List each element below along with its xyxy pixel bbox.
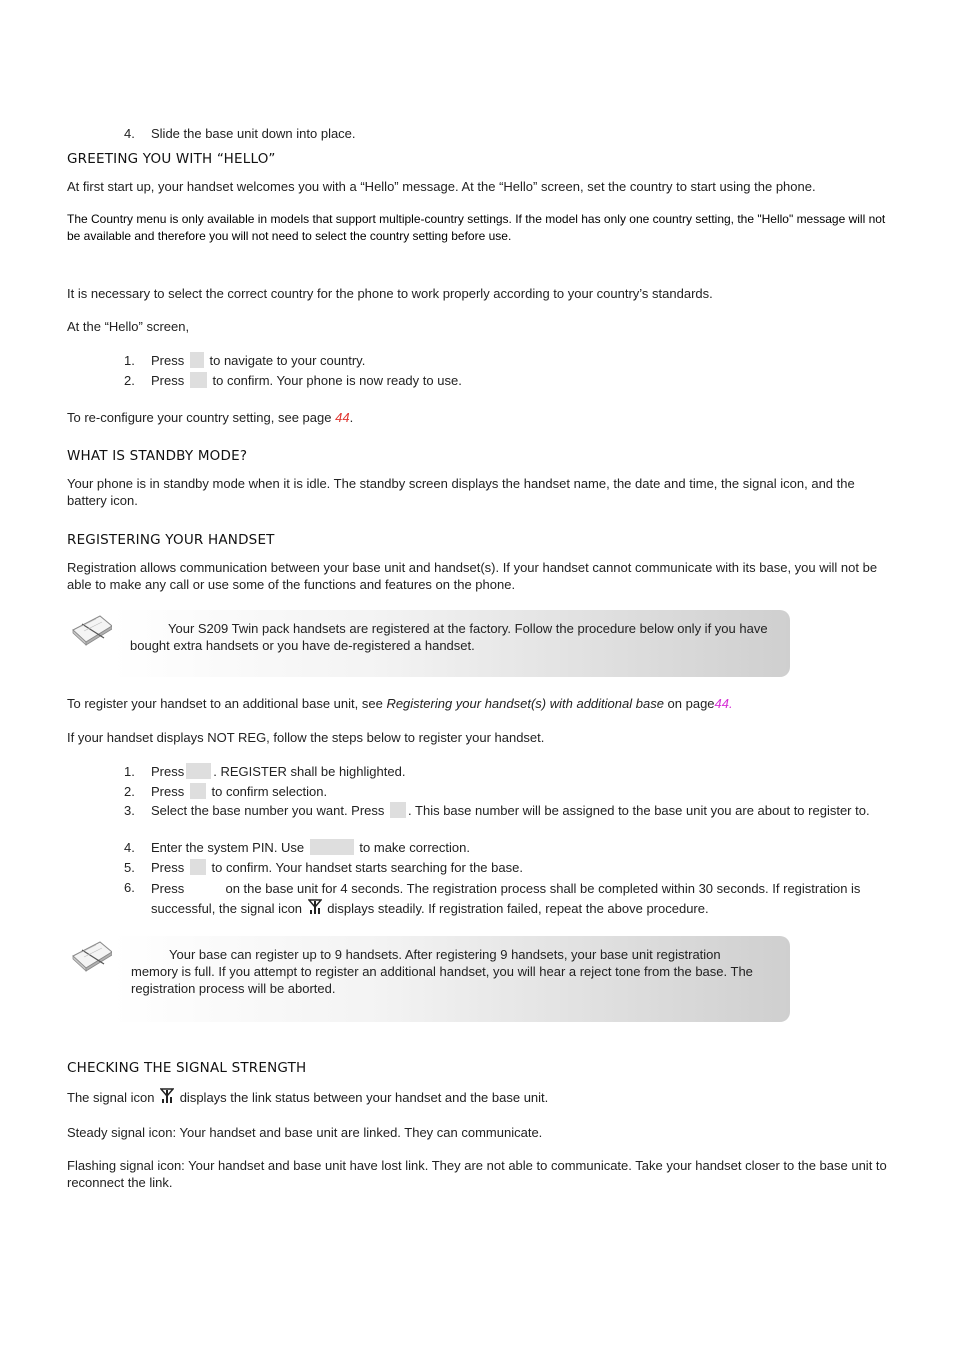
register-step-5: Press to confirm. Your handset starts searching for the base.	[151, 860, 523, 875]
register-step-6: Press on the base unit for 4 seconds. The registration process shall be completed within 30 seconds. If registration is successful, the signal icon displays steadily. If registration failed, repeat the above procedure.	[151, 879, 888, 921]
section-heading-signal: CHECKING THE SIGNAL STRENGTH	[67, 1060, 307, 1076]
additional-base-text: To register your handset to an additional base unit, see Registering your handset(s) with additional base on page44.	[67, 696, 733, 711]
step-number: 1.	[124, 353, 135, 368]
note-text: Your base can register up to 9 handsets. After registering 9 handsets, your base unit registration memory is full. If you attempt to register an additional handset, you will hear a reject tone from the base. The registration process will be aborted.	[131, 947, 753, 996]
note-box-capacity	[112, 936, 790, 1022]
step-number: 4.	[124, 840, 135, 855]
greeting-paragraph: At first start up, your handset welcomes you with a “Hello” message. At the “Hello” screen, set the country to start using the phone.	[67, 179, 816, 194]
note-pad-icon	[70, 938, 114, 975]
key-button-icon	[310, 839, 354, 855]
step-number: 5.	[124, 860, 135, 875]
register-step-4: Enter the system PIN. Use to make correction.	[151, 840, 470, 855]
register-step-1: Press . REGISTER shall be highlighted.	[151, 764, 406, 779]
flashing-signal-text: Flashing signal icon: Your handset and base unit have lost link. They are not able to communicate. Take your handset closer to the base unit to reconnect the link.	[67, 1158, 887, 1190]
hello-screen-text: At the “Hello” screen,	[67, 319, 190, 334]
register-step-3: Select the base number you want. Press . This base number will be assigned to the base unit you are about to register to.	[151, 803, 870, 818]
country-note: The Country menu is only available in models that support multiple-country settings. If the model has only one country setting, the "Hello" message will not be available and therefore you will not need to select the country setting before use.	[67, 212, 886, 243]
step-number: 6.	[124, 880, 135, 895]
key-button-icon	[186, 763, 211, 779]
section-heading-standby: WHAT IS STANDBY MODE?	[67, 448, 248, 464]
step-text: Slide the base unit down into place.	[151, 126, 356, 141]
reconfigure-text: To re-configure your country setting, see page 44.	[67, 410, 354, 425]
greeting-step-2: Press to confirm. Your phone is now ready to use.	[151, 373, 462, 388]
page-link[interactable]: 44	[335, 410, 350, 425]
step-number: 1.	[124, 764, 135, 779]
key-button-icon	[190, 859, 206, 875]
greeting-step-1: Press to navigate to your country.	[151, 353, 366, 368]
key-button-icon	[390, 802, 406, 818]
steady-signal-text: Steady signal icon: Your handset and base unit are linked. They can communicate.	[67, 1125, 543, 1140]
step-number: 3.	[124, 803, 135, 818]
key-button-icon	[190, 352, 204, 368]
step-number: 4.	[124, 126, 135, 141]
section-heading-register: REGISTERING YOUR HANDSET	[67, 532, 275, 548]
antenna-signal-icon	[308, 899, 322, 921]
standby-paragraph: Your phone is in standby mode when it is idle. The standby screen displays the handset name, the date and time, the signal icon, and the battery icon.	[67, 476, 855, 508]
note-text: Your S209 Twin pack handsets are registered at the factory. Follow the procedure below only if you have bought extra handsets or you have de-registered a handset.	[130, 621, 768, 653]
country-paragraph: It is necessary to select the correct country for the phone to work properly according to your country’s standards.	[67, 286, 713, 301]
note-box-factory	[112, 610, 790, 677]
page-link[interactable]: 44	[714, 696, 730, 711]
key-button-icon	[190, 372, 207, 388]
note-pad-icon	[70, 612, 114, 649]
antenna-signal-icon	[160, 1088, 174, 1110]
not-reg-text: If your handset displays NOT REG, follow the steps below to register your handset.	[67, 730, 545, 745]
section-heading-greeting: GREETING YOU WITH “HELLO”	[67, 151, 276, 167]
signal-paragraph: The signal icon displays the link status between your handset and the base unit.	[67, 1088, 548, 1110]
register-paragraph: Registration allows communication between your base unit and handset(s). If your handset cannot communicate with its base, you will not be able to make any call or use some of the functions and features on the phone.	[67, 560, 878, 592]
key-button-icon	[190, 783, 206, 799]
step-number: 2.	[124, 784, 135, 799]
step-number: 2.	[124, 373, 135, 388]
register-step-2: Press to confirm selection.	[151, 784, 328, 799]
